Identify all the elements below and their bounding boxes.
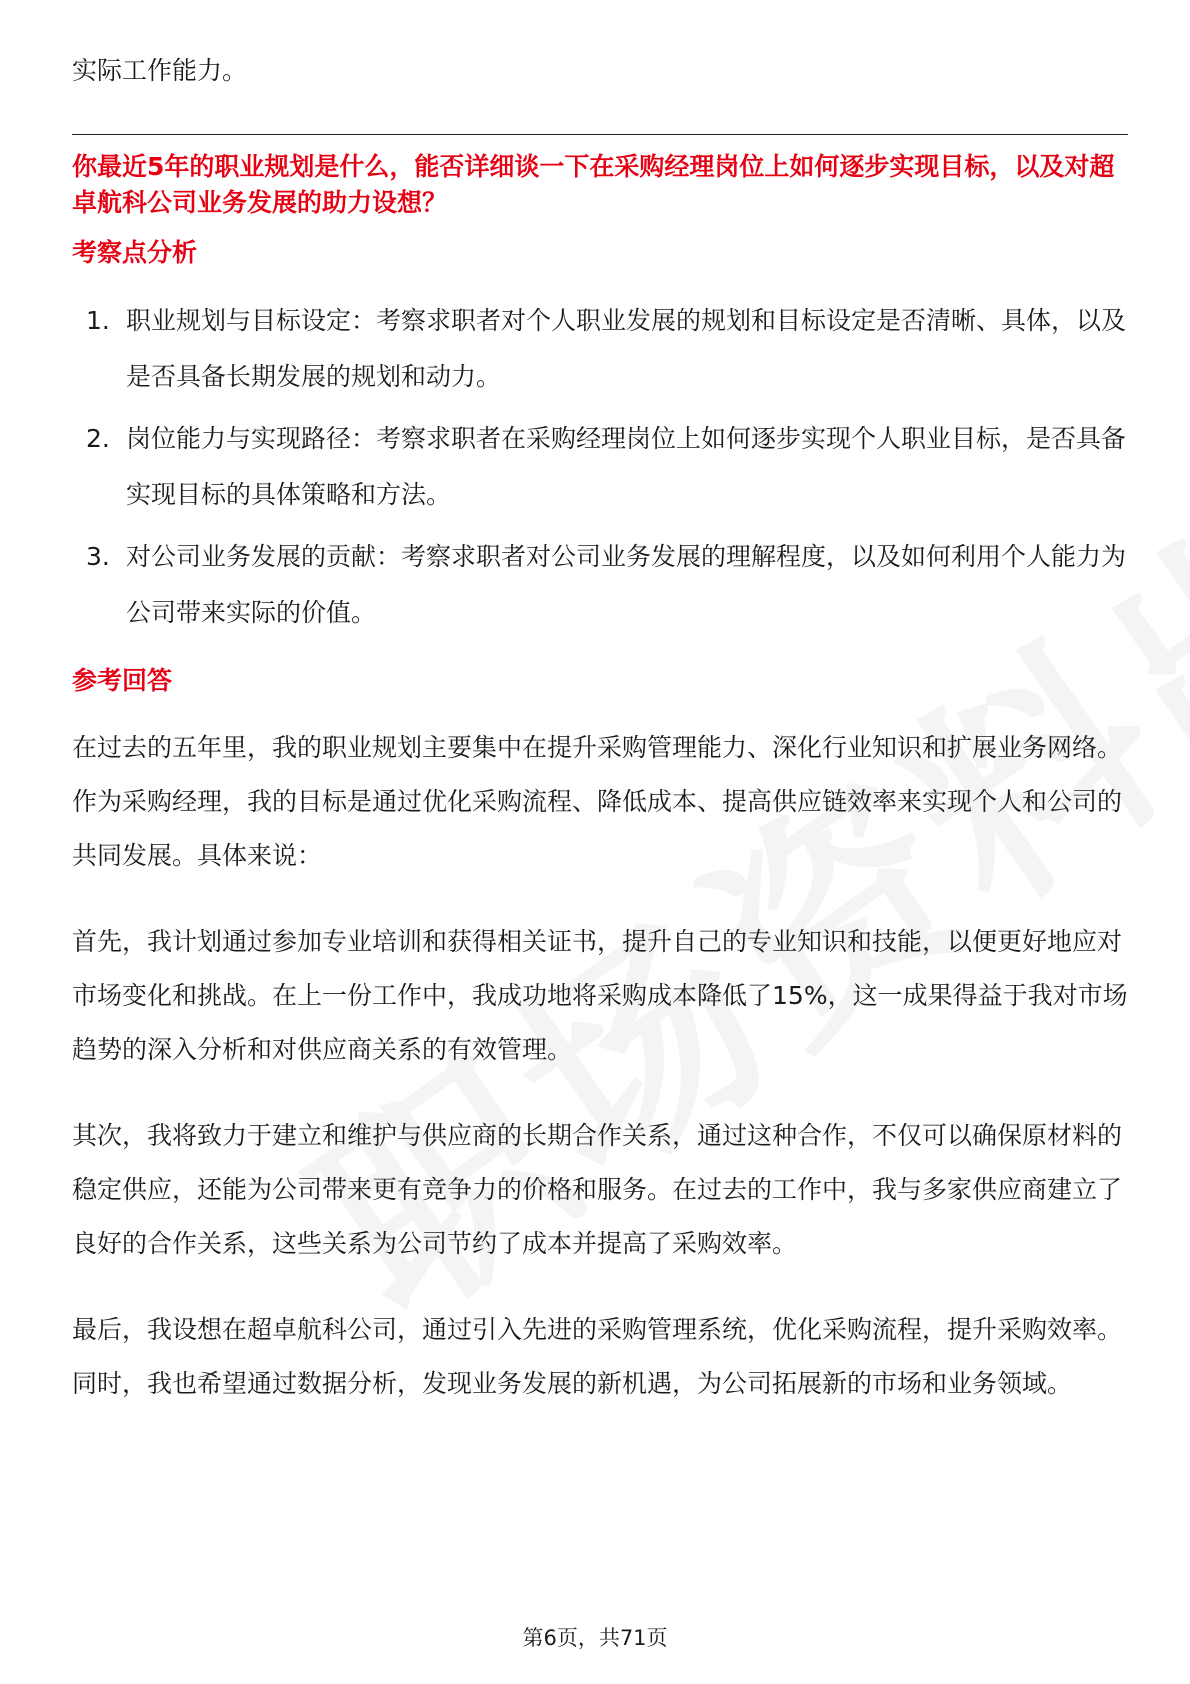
page-content [72,44,1128,1443]
analysis-point [72,293,1128,405]
intro-tail-text: 实际工作能力。 [72,56,248,85]
page-number-footer: 第6页，共71页 [522,1626,668,1650]
answer-paragraph: 首先，我计划通过参加专业培训和获得相关证书，提升自己的专业知识和技能，以便更好地应对市场变化和挑战。在上一份工作中，我成功地将采购成本降低了15%，这一成果得益于我对市场趋势的深入分析和对供应商关系的有效管理。 [72,927,1128,1064]
answer-paragraph: 其次，我将致力于建立和维护与供应商的长期合作关系，通过这种合作，不仅可以确保原材料的稳定供应，还能为公司带来更有竞争力的价格和服务。在过去的工作中，我与多家供应商建立了良好的合作关系，这些关系为公司节约了成本并提高了采购效率。 [72,1121,1123,1258]
analysis-heading: 考察点分析 [72,238,198,267]
analysis-point [72,529,1128,641]
answer-paragraph: 最后，我设想在超卓航科公司，通过引入先进的采购管理系统，优化采购流程，提升采购效率。同时，我也希望通过数据分析，发现业务发展的新机遇，为公司拓展新的市场和业务领域。 [72,1315,1123,1398]
analysis-point-number: 3. [86,542,110,571]
answer-heading: 参考回答 [72,666,173,695]
section-divider [72,134,1128,135]
interview-question: 你最近5年的职业规划是什么，能否详细谈一下在采购经理岗位上如何逐步实现目标，以及对超卓航科公司业务发展的助力设想？ [72,152,1115,217]
answer-paragraph: 在过去的五年里，我的职业规划主要集中在提升采购管理能力、深化行业知识和扩展业务网络。作为采购经理，我的目标是通过优化采购流程、降低成本、提高供应链效率来实现个人和公司的共同发展。具体来说： [72,733,1123,870]
analysis-point-text: 对公司业务发展的贡献：考察求职者对公司业务发展的理解程度，以及如何利用个人能力为公司带来实际的价值。 [126,542,1127,627]
analysis-point-text: 岗位能力与实现路径：考察求职者在采购经理岗位上如何逐步实现个人职业目标，是否具备实现目标的具体策略和方法。 [126,424,1127,509]
analysis-points-list [72,293,1128,641]
analysis-point [72,411,1128,523]
analysis-point-text: 职业规划与目标设定：考察求职者对个人职业发展的规划和目标设定是否清晰、具体，以及是否具备长期发展的规划和动力。 [126,306,1127,391]
analysis-point-number: 1. [86,306,110,335]
analysis-point-number: 2. [86,424,110,453]
